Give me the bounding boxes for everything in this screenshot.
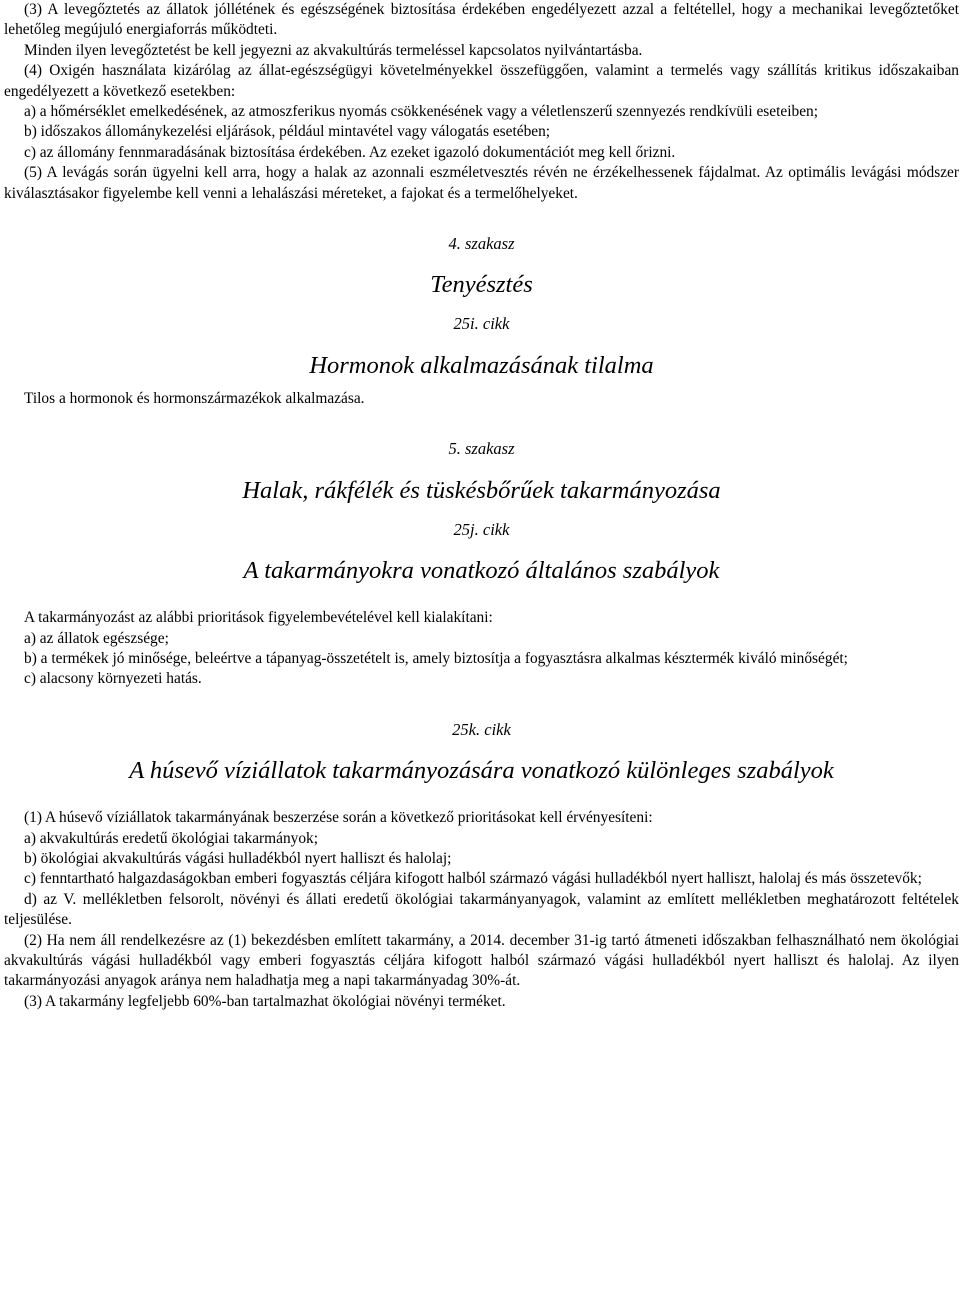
top-text-block xyxy=(4,0,959,204)
article-25k-1-a: a) akvakultúrás eredetű ökológiai takarmányok; xyxy=(24,829,319,847)
paragraph-5: (5) A levágás során ügyelni kell arra, hogy a halak az azonnali eszméletvesztés révén ne érzékelhessenek fájdalmat. Az optimális levágási módszer kiválasztásakor figyelembe kell venni a lehalászási méreteket, a fajokat és a termelőhelyeket. xyxy=(4,164,959,202)
section-5-label: 5. szakasz xyxy=(448,439,515,459)
paragraph-4-a: a) a hőmérséklet emelkedésének, az atmoszferikus nyomás csökkenésének vagy a véletlenszerű szennyezés rendkívüli eseteiben; xyxy=(24,103,819,121)
paragraph-3-cont: Minden ilyen levegőztetést be kell jegyezni az akvakultúrás termeléssel kapcsolatos nyilvántartásba. xyxy=(24,41,643,59)
article-25k-title: A húsevő víziállatok takarmányozására vonatkozó különleges szabályok xyxy=(129,757,834,785)
section-4-title: Tenyésztés xyxy=(430,271,533,299)
paragraph-4: (4) Oxigén használata kizárólag az állat-egészségügyi követelményekkel összefüggően, valamint a termelés vagy szállítás kritikus időszakaiban engedélyezett a következő esetekben: xyxy=(4,62,959,100)
article-25i-label: 25i. cikk xyxy=(453,314,510,334)
article-25k-label: 25k. cikk xyxy=(452,719,511,739)
article-25j-a: a) az állatok egészsége; xyxy=(24,629,169,647)
article-25k-1: (1) A húsevő víziállatok takarmányának beszerzése során a következő prioritásokat kell érvényesíteni: xyxy=(24,809,653,827)
paragraph-3: (3) A levegőztetés az állatok jóllétének és egészségének biztosítása érdekében engedélyezett azzal a feltétellel, hogy a mechanikai levegőztetőket lehetőleg megújuló energiaforrás működteti. xyxy=(4,1,959,39)
article-25j-intro: A takarmányozást az alábbi prioritások figyelembevételével kell kialakítani: xyxy=(24,609,493,627)
article-25j-c: c) alacsony környezeti hatás. xyxy=(24,670,202,688)
section-4-label: 4. szakasz xyxy=(448,234,515,254)
article-25k-3: (3) A takarmány legfeljebb 60%-ban tartalmazhat ökológiai növényi terméket. xyxy=(24,992,506,1010)
article-25i-title: Hormonok alkalmazásának tilalma xyxy=(309,351,654,379)
article-25k-1-b: b) ökológiai akvakultúrás vágási hulladékból nyert halliszt és halolaj; xyxy=(24,849,452,867)
document-page xyxy=(4,0,959,1296)
article-25k-body xyxy=(4,808,959,1012)
article-25j-body xyxy=(4,608,959,690)
article-25j-title: A takarmányokra vonatkozó általános szabályok xyxy=(243,557,720,585)
paragraph-4-c: c) az állomány fennmaradásának biztosítása érdekében. Az ezeket igazoló dokumentációt meg kell őrizni. xyxy=(24,143,676,161)
article-25i-text: Tilos a hormonok és hormonszármazékok alkalmazása. xyxy=(24,389,365,407)
article-25k-1-c: c) fenntartható halgazdaságokban emberi fogyasztás céljára kifogott halból származó vágási hulladékból nyert halliszt, halolaj és más összetevők; xyxy=(24,870,922,888)
article-25k-1-d: d) az V. mellékletben felsorolt, növényi és állati eredetű ökológiai takarmányanyagok, valamint az említett mellékletben meghatározott feltételek teljesülése. xyxy=(4,890,959,929)
article-25j-label: 25j. cikk xyxy=(453,519,510,539)
paragraph-4-b: b) időszakos állománykezelési eljárások, például mintavétel vagy válogatás esetében; xyxy=(24,123,551,141)
article-25j-b: b) a termékek jó minősége, beleértve a tápanyag-összetételt is, amely biztosítja a fogyasztásra alkalmas késztermék kiváló minőségét; xyxy=(24,649,848,667)
section-5-title: Halak, rákfélék és tüskésbőrűek takarmányozása xyxy=(242,476,721,504)
article-25k-2: (2) Ha nem áll rendelkezésre az (1) bekezdésben említett takarmány, a 2014. december 31-ig tartó átmeneti időszakban felhasználható nem ökológiai akvakultúrás vágási hulladékból vagy emberi fogyasztás céljára kifogott halból származó vágási hulladékból nyert halliszt és halolaj. Az ilyen takarmányozási anyagok aránya nem haladhatja meg a napi takarmányadag 30%-át. xyxy=(4,931,959,990)
